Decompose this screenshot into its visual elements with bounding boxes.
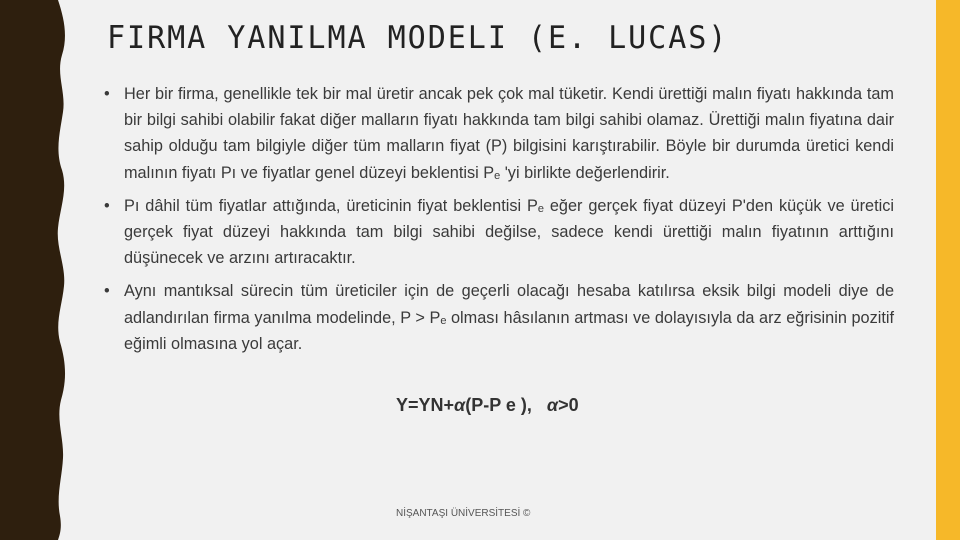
supply-formula: [396, 395, 579, 416]
footer-text: NİŞANTAŞI ÜNİVERSİTESİ ©: [396, 508, 531, 519]
alpha-symbol: α: [454, 395, 466, 415]
right-accent-band: [936, 0, 960, 540]
formula-middle: (P-P e ),: [465, 395, 547, 415]
bullet-item: • Aynı mantıksal sürecin tüm üreticiler için de geçerli olacağı hesaba katılırsa eksik bilgi modeli diye de adlandırılan firma yanılma modelinde, P > Pₑ olması hâsılanın artması ve dolayısıyla da arz eğrisinin pozitif eğimli olmasına yol açar.: [104, 278, 894, 357]
formula-suffix: >0: [558, 395, 579, 415]
bullet-item: • Her bir firma, genellikle tek bir mal üretir ancak pek çok mal tüketir. Kendi ürettiği malın fiyatı hakkında tam bir bilgi sahibi olabilir fakat diğer malların fiyatı hakkında tam bilgi sahibi olamaz. Ürettiği malın fiyatına dair sahip olduğu tam bilgiyle diğer tüm malların fiyat (P) bilgisini karıştırabilir. Böyle bir durumda üretici kendi malının fiyatı Pı ve fiyatlar genel düzeyi beklentisi Pₑ 'yi birlikte değerlendirir.: [104, 81, 894, 186]
bullet-item: • Pı dâhil tüm fiyatlar attığında, üreticinin fiyat beklentisi Pₑ eğer gerçek fiyat düzeyi P'den küçük ve üretici gerçek fiyat düzeyi hakkında tam bilgi sahibi değilse, sadece kendi ürettiği malın fiyatının arttığını düşünecek ve arzını artıracaktır.: [104, 193, 894, 272]
bullet-list: [104, 81, 894, 364]
left-decorative-band: [0, 0, 70, 540]
alpha-symbol: α: [546, 395, 559, 415]
formula-prefix: Y=YN+: [396, 395, 455, 415]
slide-title: FIRMA YANILMA MODELI (E. LUCAS): [107, 20, 729, 56]
